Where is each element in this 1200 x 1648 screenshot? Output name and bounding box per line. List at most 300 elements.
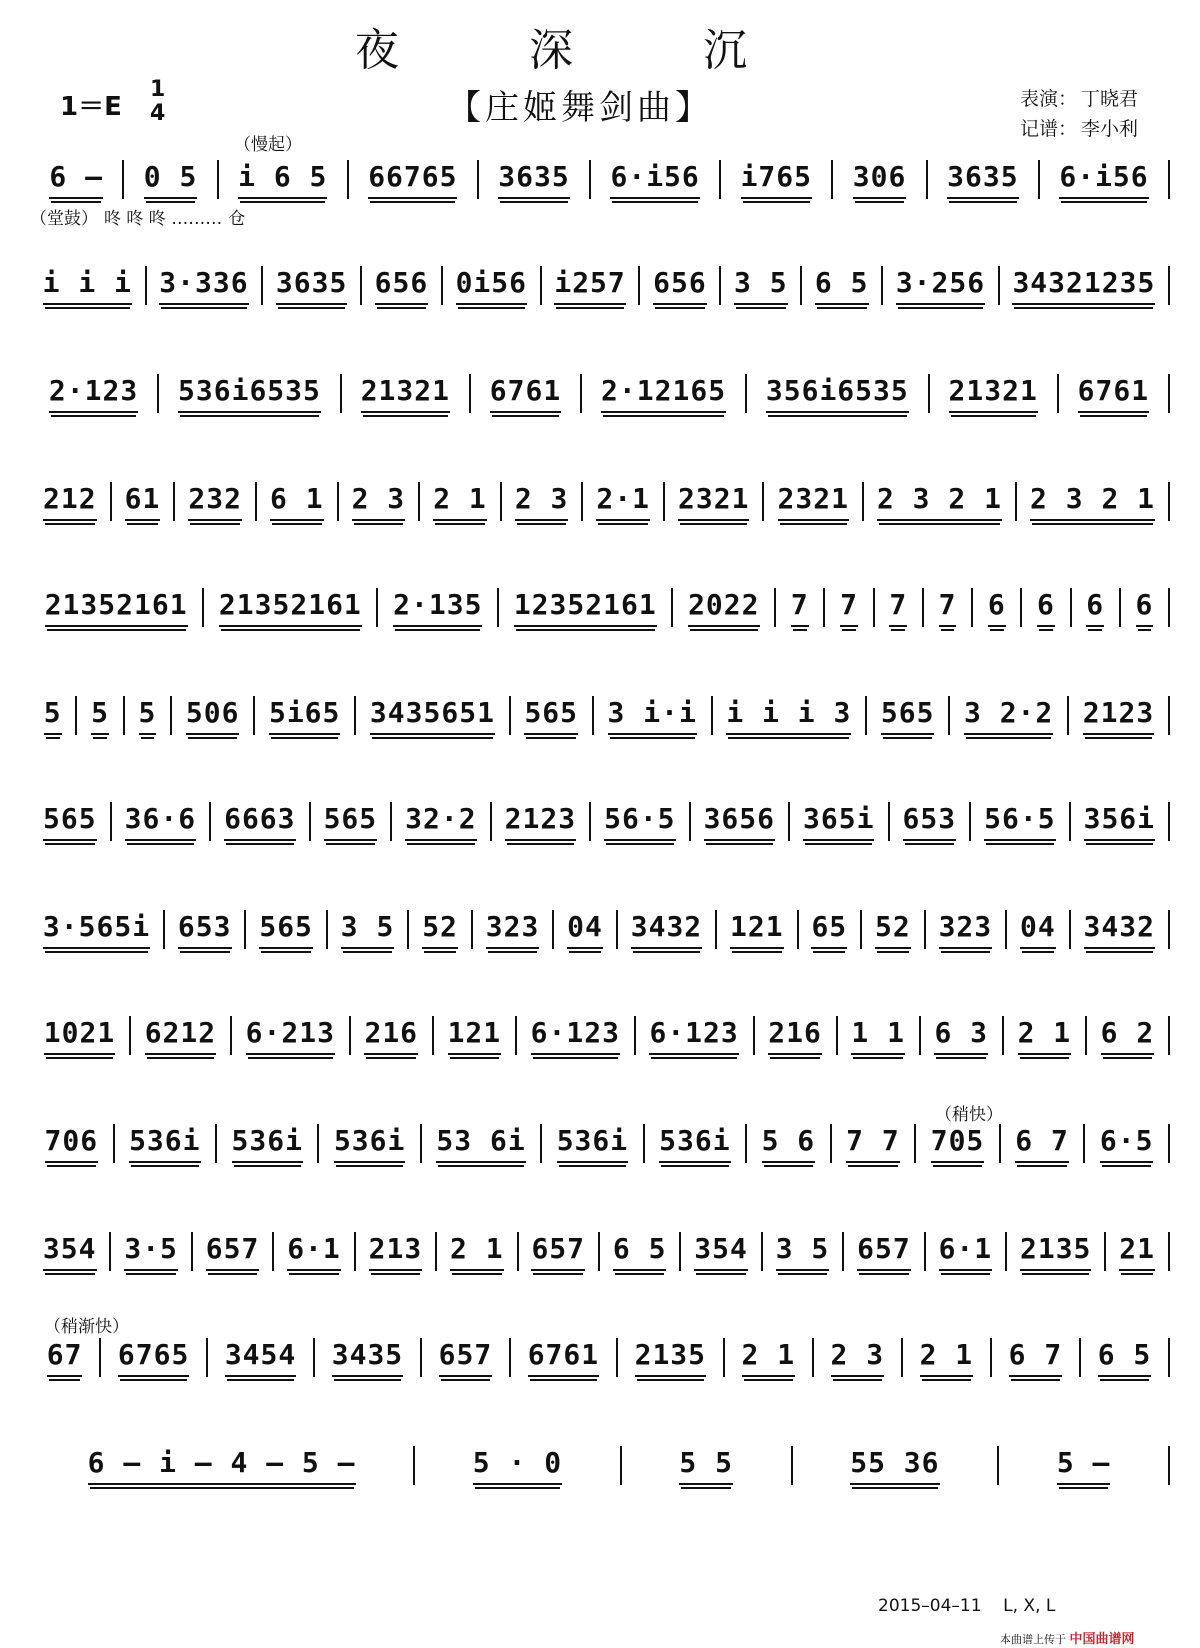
measure-notes: 2 1 [450,1232,504,1271]
measure [1119,588,1168,627]
measure-notes: 6·i56 [610,160,699,199]
measure-notes: 6 5 [613,1232,667,1271]
measure-notes: 6212 [145,1016,216,1055]
measure-notes: 656 [653,266,707,305]
measure [888,802,970,841]
measure [715,910,796,949]
measure [723,1338,812,1377]
measure [924,1232,1005,1271]
upload-credit [1000,1628,1135,1647]
measure-notes: 657 [531,1232,585,1271]
notation-row [30,1016,1170,1055]
measure-notes: 6 5 [1098,1338,1152,1377]
key-signature: 1＝E [60,92,122,122]
measure-notes: 3·336 [159,266,248,305]
measure-notes: 323 [486,910,540,949]
measure-notes: 216 [768,1016,822,1055]
measure-notes: 6·5 [1100,1124,1154,1163]
measure [592,696,711,735]
measure-notes: 356i6535 [766,374,909,413]
measure-notes: 653 [903,802,957,841]
measure-notes: 6 7 [1015,1124,1069,1163]
measure [75,696,122,735]
measure [679,1232,760,1271]
measure-notes: 3635 [498,160,569,199]
measure [842,1232,923,1271]
measure [663,482,762,521]
notation-row [30,482,1170,521]
measure [420,1124,540,1163]
measure [244,910,325,949]
measure [30,482,110,521]
measure [30,1124,113,1163]
measure [831,160,925,199]
measure [581,482,663,521]
measure [860,910,924,949]
measure-notes: 6·123 [531,1016,620,1055]
tempo-mark-gradually-faster: （稍渐快） [44,1317,129,1337]
notation-row [30,1124,1170,1163]
measure [671,588,774,627]
measure-notes: 536i [129,1124,200,1163]
measure [30,910,163,949]
measure [997,1446,1168,1485]
measure-notes: 3 i·i [608,696,697,735]
measure [30,160,122,199]
measure [540,266,639,305]
measure [914,1124,999,1163]
notation-row [30,910,1170,949]
measure-notes: 3454 [225,1338,296,1377]
performer-name: 丁晓君 [1081,88,1139,110]
time-signature [150,78,165,126]
measure [110,802,209,841]
measure-notes: 3635 [947,160,1018,199]
measure [471,910,552,949]
measure-notes: 506 [186,696,240,735]
measure-notes: 653 [178,910,232,949]
measure [1005,1232,1104,1271]
measure [919,1016,1002,1055]
measure-notes: 67 [47,1338,83,1377]
measure-notes: 121 [730,910,784,949]
measure-notes: 657 [439,1338,493,1377]
measure-notes: 6 [988,588,1006,627]
notation-row [30,588,1170,627]
measure [969,802,1068,841]
measure-notes: 2 3 2 1 [1030,482,1155,521]
measure [620,1446,791,1485]
notation-row [30,1446,1170,1485]
measure [1002,1016,1085,1055]
measure [30,374,157,413]
measure-notes: 3 5 [776,1232,830,1271]
measure-notes: 56·5 [984,802,1055,841]
measure [1067,696,1168,735]
measure-notes: 2 1 [920,1338,974,1377]
notation-row [30,802,1170,841]
measure [30,1338,99,1377]
measure [255,482,337,521]
measure-notes: 2·1 [596,482,650,521]
measure [634,1016,753,1055]
measure [797,910,861,949]
measure-notes: 536i [334,1124,405,1163]
measure-notes: 323 [939,910,993,949]
measure [589,160,719,199]
measure-notes: 0 5 [144,160,198,199]
measure-notes: 2135 [635,1338,706,1377]
measure-notes: 6 – [49,160,103,199]
measure [836,1016,919,1055]
tempo-mark-slightly-faster: （稍快） [935,1105,1003,1125]
measure-notes: 3432 [631,910,702,949]
measure-notes: 656 [375,266,429,305]
measure [719,160,831,199]
measure-notes: 565 [881,696,935,735]
measure-notes: 5 [91,696,109,735]
measure [924,910,1005,949]
measure [407,910,471,949]
measure [823,588,872,627]
measure [500,482,582,521]
measure [580,374,745,413]
measure-notes: 5 6 [762,1124,816,1163]
measure-notes: 5 · 0 [473,1446,562,1485]
measure-notes: 121 [448,1016,502,1055]
measure-notes: 6 3 [934,1016,988,1055]
measure-notes: 6 [1136,588,1154,627]
measure [745,1124,830,1163]
measure [469,374,580,413]
measure-notes: 5 – [1057,1446,1111,1485]
measure-notes: 1021 [44,1016,115,1055]
time-signature-numerator: 1 [150,77,166,102]
measure-notes: 706 [45,1124,99,1163]
measure [163,910,244,949]
measure [337,482,419,521]
measure [202,588,376,627]
measure-notes: 6·123 [649,1016,738,1055]
credits [1020,84,1138,144]
measure [791,1446,998,1485]
measure [598,1232,679,1271]
measure [788,802,887,841]
measure-notes: 536i6535 [178,374,321,413]
measure-notes: 6 – i – 4 – 5 – [88,1446,356,1485]
measure [990,1338,1079,1377]
measure-notes: 52 [422,910,458,949]
measure-notes: 3·256 [896,266,985,305]
measure-notes: 65 [811,910,847,949]
measure-notes: 7 [889,588,907,627]
measure-notes: 3·5 [124,1232,178,1271]
measure-notes: 2·12165 [601,374,726,413]
measure [761,1232,842,1271]
measure [110,482,174,521]
measure [113,1124,215,1163]
measure-notes: 3 2·2 [964,696,1053,735]
measure [926,160,1038,199]
measure-notes: 56·5 [604,802,675,841]
measure [30,802,110,841]
measure-notes: 1 1 [851,1016,905,1055]
measure [30,1232,109,1271]
footer-initials: L, X, L [1003,1596,1056,1616]
measure [1069,910,1168,949]
measure-notes: 6·213 [246,1016,335,1055]
measure [170,696,253,735]
measure [800,266,881,305]
measure-notes: 7 [791,588,809,627]
measure [1015,482,1168,521]
measure [230,1016,349,1055]
measure-notes: 705 [931,1124,985,1163]
measure [873,588,922,627]
footer-date: 2015–04–11 [878,1596,982,1616]
measure-notes: 6·i56 [1059,160,1148,199]
measure [30,1016,129,1055]
measure [1005,910,1069,949]
measure-notes: 2123 [1083,696,1154,735]
measure [349,1016,432,1055]
measure [552,910,616,949]
measure [509,696,592,735]
measure [313,1338,420,1377]
notation-row [30,1338,1170,1377]
measure-notes: 3435 [332,1338,403,1377]
measure-notes: 212 [43,482,97,521]
measure [209,802,308,841]
measure-notes: 2 1 [433,482,487,521]
measure [390,802,489,841]
notation-row [30,1232,1170,1271]
measure [497,588,671,627]
measure-notes: 6 2 [1101,1016,1155,1055]
measure [1079,1338,1168,1377]
measure-notes: 21321 [361,374,450,413]
measure [340,374,469,413]
measure-notes: 6 [1086,588,1104,627]
measure [261,266,360,305]
measure-notes: 7 7 [846,1124,900,1163]
measure [347,160,477,199]
measure-notes: 21352161 [219,588,362,627]
measure [418,482,500,521]
notation-row [30,696,1170,735]
measure [638,266,719,305]
measure [762,482,861,521]
measure-notes: 356i [1084,802,1155,841]
notation-row [30,374,1170,413]
measure-notes: 3432 [1084,910,1155,949]
measure [441,266,540,305]
measure [477,160,589,199]
measure-notes: 3 5 [341,910,395,949]
measure [215,1124,317,1163]
measure [354,696,509,735]
measure [30,696,75,735]
measure [376,588,497,627]
measure [862,482,1015,521]
measure-notes: 52 [875,910,911,949]
measure-notes: 6 [1037,588,1055,627]
measure-notes: 6·1 [287,1232,341,1271]
measure [109,1232,190,1271]
measure-notes: 3635 [276,266,347,305]
measure [1057,374,1168,413]
measure-notes: 2 1 [742,1338,796,1377]
measure-notes: 657 [857,1232,911,1271]
measure [971,588,1020,627]
measure [206,1338,313,1377]
measure-notes: 55 36 [850,1446,939,1485]
percussion-label: （堂鼓） [30,209,98,229]
measure [217,160,347,199]
measure-notes: 565 [324,802,378,841]
measure-notes: i i i 3 [726,696,851,735]
measure [948,696,1067,735]
measure [515,1016,634,1055]
transcriber-name: 李小利 [1081,118,1139,140]
measure [901,1338,990,1377]
percussion-sounds: 咚 咚 咚 ……… [104,209,223,229]
measure-notes: 6·1 [939,1232,993,1271]
measure [157,374,340,413]
measure-notes: 32·2 [405,802,476,841]
measure-notes: 61 [125,482,161,521]
measure [432,1016,515,1055]
measure [30,1446,413,1485]
notation-row [30,160,1170,199]
measure [490,802,589,841]
measure-notes: 536i [659,1124,730,1163]
notation-row [30,266,1170,305]
measure-notes: 232 [188,482,242,521]
measure-notes: 7 [939,588,957,627]
measure [123,696,170,735]
measure-notes: 2123 [505,802,576,841]
measure [1069,802,1168,841]
measure-notes: 2135 [1020,1232,1091,1271]
measure-notes: 2 3 [352,482,406,521]
transcriber-label: 记谱： [1020,118,1078,140]
measure-notes: 3656 [704,802,775,841]
measure [30,588,202,627]
measure [999,1124,1084,1163]
percussion-end: 仓 [228,209,246,229]
measure-notes: 2·135 [393,588,482,627]
measure [99,1338,206,1377]
measure [1070,588,1119,627]
measure [420,1338,509,1377]
measure-notes: 6 7 [1009,1338,1063,1377]
measure-notes: i257 [554,266,625,305]
time-signature-denominator: 4 [150,101,166,126]
measure-notes: 565 [524,696,578,735]
measure-notes: i765 [741,160,812,199]
measure-notes: 2022 [688,588,759,627]
measure-notes: 536i [557,1124,628,1163]
measure [774,588,823,627]
measure [745,374,928,413]
measure [30,266,145,305]
tempo-mark-slow-start: （慢起） [234,135,302,155]
measure-notes: 354 [694,1232,748,1271]
measure-notes: 213 [369,1232,423,1271]
measure-notes: 6663 [224,802,295,841]
measure [413,1446,620,1485]
measure [435,1232,516,1271]
measure-notes: 2·123 [49,374,138,413]
score-subtitle: 【庄姬舞剑曲】 [447,88,713,128]
measure-notes: 3435651 [370,696,495,735]
measure-notes: 2 3 2 1 [877,482,1002,521]
measure [326,910,407,949]
measure-notes: 6 1 [270,482,324,521]
site-logo: 中国曲谱网 [1069,1632,1135,1647]
measure-notes: 21321 [949,374,1038,413]
measure [719,266,800,305]
measure [122,160,216,199]
measure-notes: 2 3 [515,482,569,521]
measure [689,802,788,841]
measure [616,1338,723,1377]
measure-notes: 34321235 [1012,266,1155,305]
performer-label: 表演： [1020,88,1078,110]
measure-notes: 5 [44,696,62,735]
percussion-line [30,204,251,229]
measure [354,1232,435,1271]
measure-notes: 36·6 [125,802,196,841]
measure [812,1338,901,1377]
measure [753,1016,836,1055]
measure [145,266,262,305]
measure [922,588,971,627]
measure-notes: 21 [1119,1232,1155,1271]
measure-notes: 04 [567,910,603,949]
score-title: 夜 深 沉 [355,25,805,76]
measure [1085,1016,1168,1055]
measure [711,696,866,735]
measure [540,1124,642,1163]
measure-notes: 2 1 [1018,1016,1072,1055]
measure-notes: 2321 [678,482,749,521]
measure-notes: 04 [1020,910,1056,949]
measure-notes: 536i [232,1124,303,1163]
measure [129,1016,230,1055]
measure-notes: 565 [259,910,313,949]
measure-notes: 12352161 [514,588,657,627]
measure [589,802,688,841]
measure-notes: 6761 [528,1338,599,1377]
measure [928,374,1057,413]
upload-text: 本曲谱上传于 [1000,1633,1066,1646]
measure [1083,1124,1168,1163]
measure [865,696,948,735]
measure-notes: 306 [853,160,907,199]
score-footer [878,1596,1055,1616]
measure [1104,1232,1168,1271]
measure-notes: i 6 5 [238,160,327,199]
measure-notes: 66765 [368,160,457,199]
measure-notes: 6765 [118,1338,189,1377]
measure-notes: 2321 [778,482,849,521]
measure [517,1232,598,1271]
measure [830,1124,915,1163]
measure [1038,160,1168,199]
measure-notes: 53 6i [436,1124,525,1163]
